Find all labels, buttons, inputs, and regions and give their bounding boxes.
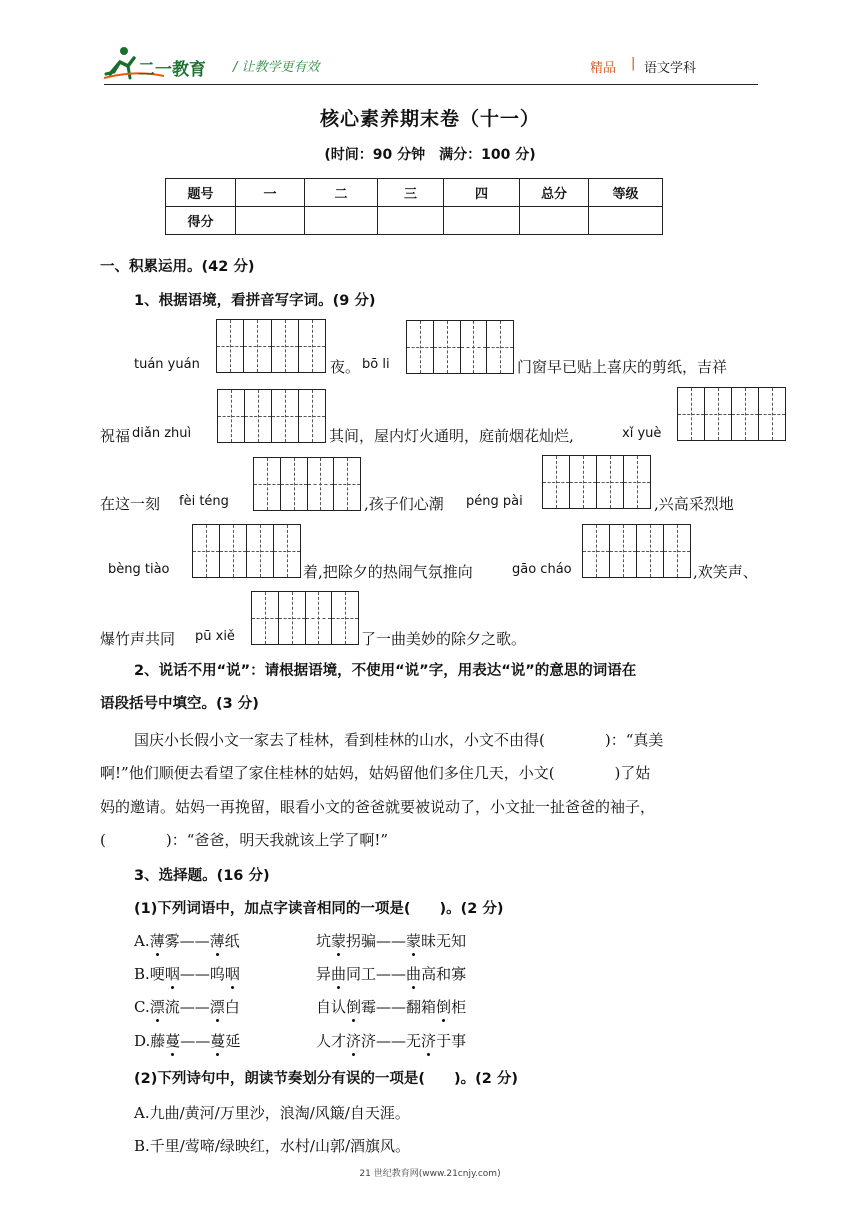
score-table [165,178,663,235]
text: 祝福 [100,427,131,445]
table-header-cell: 二 [305,179,378,207]
dotted-char: 漂 [149,998,165,1016]
text: 流—— [164,998,210,1016]
text: ——呜 [179,965,225,983]
text: 门窗早已贴上喜庆的剪纸，吉祥 [517,358,728,376]
answer-grid[interactable] [542,455,651,509]
quality-label: 精品 [590,61,617,76]
option-label: A. [134,932,150,950]
dotted-char: 曲 [406,965,422,983]
text: 哽 [149,965,165,983]
option-a-pair2 [316,930,466,951]
dotted-char: 漂 [209,998,225,1016]
score-cell[interactable] [444,207,520,235]
option-a[interactable]: A.九曲/黄河/万里沙，浪淘/风簸/自天涯。 [134,1104,410,1122]
option-b-pair2 [316,963,466,984]
text: 了一曲美妙的除夕之歌。 [361,630,527,648]
question-title: 3、选择题。(16 分) [134,868,270,884]
text: 纸 [224,932,240,950]
table-header-cell: 四 [444,179,520,207]
pinyin: pū xiě [195,629,235,644]
text: 雾—— [164,932,210,950]
dotted-char: 咽 [164,965,180,983]
option-label: D. [134,1032,151,1050]
dotted-char: 济 [421,1032,437,1050]
answer-grid[interactable] [406,320,514,374]
text: 藤 [150,1032,166,1050]
answer-grid[interactable] [217,389,326,443]
text: ,欢笑声、 [693,563,758,581]
paragraph-line: 啊!”他们顺便去看望了家住桂林的姑妈，姑妈留他们多住几天，小文( )了姑 [100,764,651,782]
pinyin: bèng tiào [108,562,170,577]
option-d[interactable] [134,1030,240,1051]
dotted-char: 蔓 [210,1032,226,1050]
score-cell[interactable] [378,207,444,235]
option-c-pair2 [316,996,466,1017]
text: 同工—— [346,965,407,983]
question-title: 2、说话不用“说”：请根据语境，不使用“说”字，用表达“说”的意思的词语在 [134,663,637,679]
dotted-char: 薄 [209,932,225,950]
header-divider [104,84,758,85]
text: ,兴高采烈地 [654,495,734,513]
logo-text: 二一教育 [138,60,206,80]
score-cell[interactable] [520,207,589,235]
score-cell[interactable] [236,207,305,235]
table-header-cell: 一 [236,179,305,207]
text: 高和寡 [421,965,467,983]
text: 济——无 [361,1032,422,1050]
text: 白 [224,998,240,1016]
paragraph-line: 国庆小长假小文一家去了桂林，看到桂林的山水，小文不由得( )：“真美 [134,731,664,749]
subquestion-title: (2)下列诗句中，朗读节奏划分有误的一项是( )。(2 分) [134,1071,518,1087]
table-header-cell: 题号 [166,179,236,207]
pinyin: fèi téng [179,494,229,509]
dotted-char: 咽 [224,965,240,983]
option-d-pair2 [316,1030,466,1051]
score-cell[interactable] [305,207,378,235]
paragraph-line: 妈的邀请。姑妈一再挽留，眼看小文的爸爸就要被说动了，小文扯一扯爸爸的袖子， [100,798,656,816]
pinyin: tuán yuán [134,357,200,372]
text: 自认 [316,998,347,1016]
section-heading: 一、积累运用。(42 分) [100,259,255,275]
text: 其间，屋内灯火通明，庭前烟花灿烂, [329,427,574,445]
answer-grid[interactable] [216,319,326,373]
exam-subtitle: (时间：90 分钟 满分：100 分) [324,147,536,163]
header-separator: | [631,56,636,71]
text: 于事 [436,1032,467,1050]
option-label: B. [134,965,150,983]
dotted-char: 蒙 [331,932,347,950]
exam-title: 核心素养期末卷（十一） [319,108,540,130]
dotted-char: 倒 [436,998,452,1016]
pinyin: gāo cháo [512,562,572,577]
text: —— [180,1032,211,1050]
answer-grid[interactable] [582,524,691,578]
score-table-header-row [166,179,663,207]
table-header-cell: 等级 [589,179,663,207]
dotted-char: 薄 [149,932,165,950]
dotted-char: 蒙 [406,932,422,950]
text: 夜。 [330,358,361,376]
answer-grid[interactable] [251,591,359,645]
text: 坑 [316,932,332,950]
pinyin: péng pài [466,494,523,509]
option-c[interactable] [134,996,240,1017]
text: 异 [316,965,332,983]
answer-grid[interactable] [192,524,301,578]
answer-grid[interactable] [253,457,361,511]
subject-label: 语文学科 [644,61,697,76]
option-b[interactable]: B.千里/莺啼/绿映红，水村/山郭/酒旗风。 [134,1137,411,1155]
table-header-cell: 三 [378,179,444,207]
text: ,孩子们心潮 [364,495,444,513]
pinyin: diǎn zhuì [132,426,192,441]
score-table-score-row [166,207,663,235]
text: 柜 [451,998,467,1016]
text: 人才 [316,1032,347,1050]
dotted-char: 倒 [346,998,362,1016]
footer-source: 21 世纪教育网(www.21cnjy.com) [359,1169,501,1179]
text: 延 [225,1032,241,1050]
text: 在这一刻 [100,495,161,513]
subquestion-title: (1)下列词语中，加点字读音相同的一项是( )。(2 分) [134,901,504,917]
dotted-char: 蔓 [165,1032,181,1050]
question-title: 1、根据语境，看拼音写字词。(9 分) [134,293,376,309]
option-label: C. [134,998,150,1016]
pinyin: bō li [362,357,390,372]
table-row-label: 得分 [166,207,236,235]
question-title: 语段括号中填空。(3 分) [100,696,259,712]
text: 爆竹声共同 [100,630,176,648]
answer-grid[interactable] [677,387,786,441]
option-b[interactable] [134,963,240,984]
text: 霉——翻箱 [361,998,437,1016]
table-header-cell: 总分 [520,179,589,207]
text: 昧无知 [421,932,467,950]
slogan: / 让教学更有效 [233,60,320,75]
dotted-char: 济 [346,1032,362,1050]
dotted-char: 曲 [331,965,347,983]
option-a[interactable] [134,930,240,951]
paragraph-line: ( )：“爸爸，明天我就该上学了啊!” [100,831,389,849]
pinyin: xǐ yuè [622,426,662,441]
score-cell[interactable] [589,207,663,235]
text: 拐骗—— [346,932,407,950]
text: 着,把除夕的热闹气氛推向 [303,563,473,581]
